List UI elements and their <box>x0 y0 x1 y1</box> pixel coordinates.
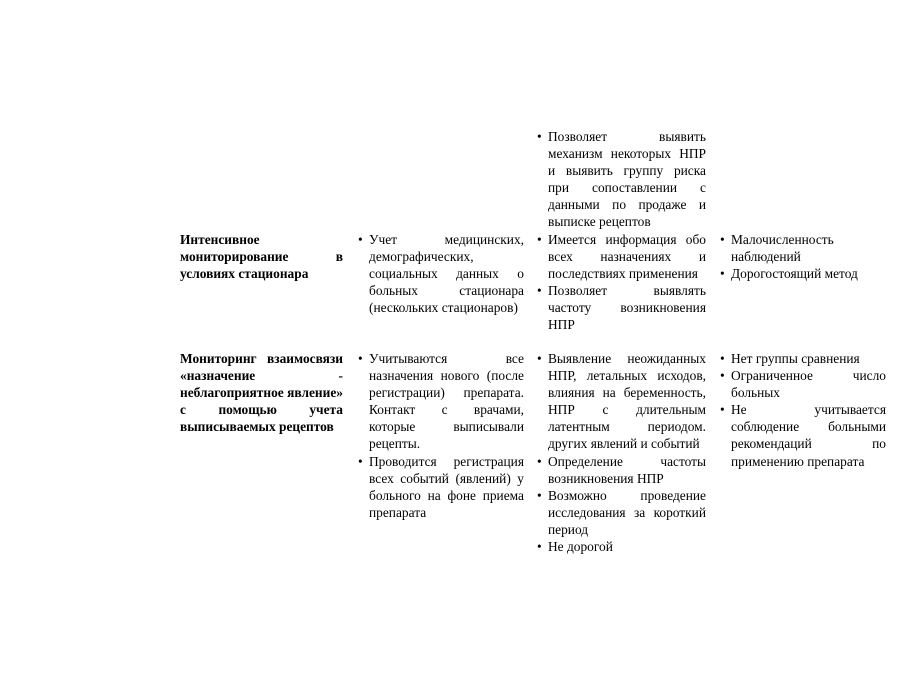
bullet-icon: • <box>720 368 725 384</box>
bullet-icon: • <box>537 232 542 247</box>
list-item-text: Малочисленность наблюдений <box>731 232 834 265</box>
disadvantages-cell <box>720 350 886 470</box>
list-item <box>537 538 706 555</box>
list-item <box>537 282 706 333</box>
list-item-text: Учитываются все назначения нового (после регистрации) препарата. Контакт с врачами, которые выписывали рецепты. <box>369 351 524 452</box>
advantages-list <box>537 128 706 231</box>
list-item-text: Ограниченное число больных <box>731 368 886 401</box>
list-item <box>720 231 886 265</box>
bullet-icon: • <box>537 539 542 555</box>
list-item-text: Учет медицинских, демографических, социальных данных о больных стационара (нескольких стационаров) <box>369 232 524 316</box>
disadvantages-list <box>720 231 886 282</box>
list-item-text: Не учитывается соблюдение больными рекомендаций по применению препарата <box>731 402 886 469</box>
list-item <box>537 231 706 282</box>
list-item-text: Возможно проведение исследования за короткий период <box>548 487 706 537</box>
list-item-text: Выявление неожиданных НПР, летальных исходов, влияния на беременность, НПР с длительным латентным периодом. других явлений и событий <box>548 351 706 452</box>
bullet-icon: • <box>720 266 725 282</box>
list-item <box>720 367 886 401</box>
list-item-text: Позволяет выявлять частоту возникновения НПР <box>548 283 706 333</box>
list-item <box>720 265 886 282</box>
bullet-icon: • <box>358 232 363 247</box>
method-title: Интенсивное мониторирование в условиях стационара <box>180 232 343 282</box>
bullet-icon: • <box>537 129 542 144</box>
bullet-icon: • <box>537 351 542 366</box>
description-cell <box>358 231 524 316</box>
method-title: Мониторинг взаимосвязи «назначение - неблагоприятное явление» с помощью учета выписываемых рецептов <box>180 351 343 435</box>
list-item-text: Нет группы сравнения <box>731 351 860 366</box>
bullet-icon: • <box>537 487 542 503</box>
list-item-text: Дорогостоящий метод <box>731 266 858 282</box>
list-item-text: Определение частоты возникновения НПР <box>548 453 706 486</box>
list-item <box>358 231 524 316</box>
list-item-text: Позволяет выявить механизм некоторых НПР и выявить группу риска при сопоставлении с данными по продаже и выписке рецептов <box>548 129 706 230</box>
description-list <box>358 350 524 521</box>
bullet-icon: • <box>720 232 725 247</box>
list-item-text: Проводится регистрация всех событий (явлений) у больного на фоне приема препарата <box>369 453 524 520</box>
list-item <box>720 401 886 469</box>
bullet-icon: • <box>358 453 363 469</box>
advantages-list <box>537 350 706 555</box>
advantages-cell <box>537 231 706 334</box>
bullet-icon: • <box>720 351 725 366</box>
advantages-list <box>537 231 706 334</box>
advantages-cell <box>537 128 706 231</box>
method-cell <box>180 350 343 435</box>
list-item <box>358 453 524 521</box>
disadvantages-cell <box>720 231 886 282</box>
advantages-cell <box>537 350 706 555</box>
list-item <box>358 350 524 453</box>
list-item-text: Не дорогой <box>548 539 613 555</box>
list-item-text: Имеется информация обо всех назначениях и последствиях применения <box>548 232 706 282</box>
list-item <box>537 128 706 231</box>
list-item <box>720 350 886 367</box>
list-item <box>537 487 706 538</box>
disadvantages-list <box>720 350 886 470</box>
description-cell <box>358 350 524 521</box>
list-item <box>537 453 706 487</box>
description-list <box>358 231 524 316</box>
bullet-icon: • <box>537 453 542 469</box>
bullet-icon: • <box>720 402 725 418</box>
bullet-icon: • <box>358 351 363 366</box>
list-item <box>537 350 706 453</box>
bullet-icon: • <box>537 283 542 299</box>
method-cell <box>180 231 343 282</box>
